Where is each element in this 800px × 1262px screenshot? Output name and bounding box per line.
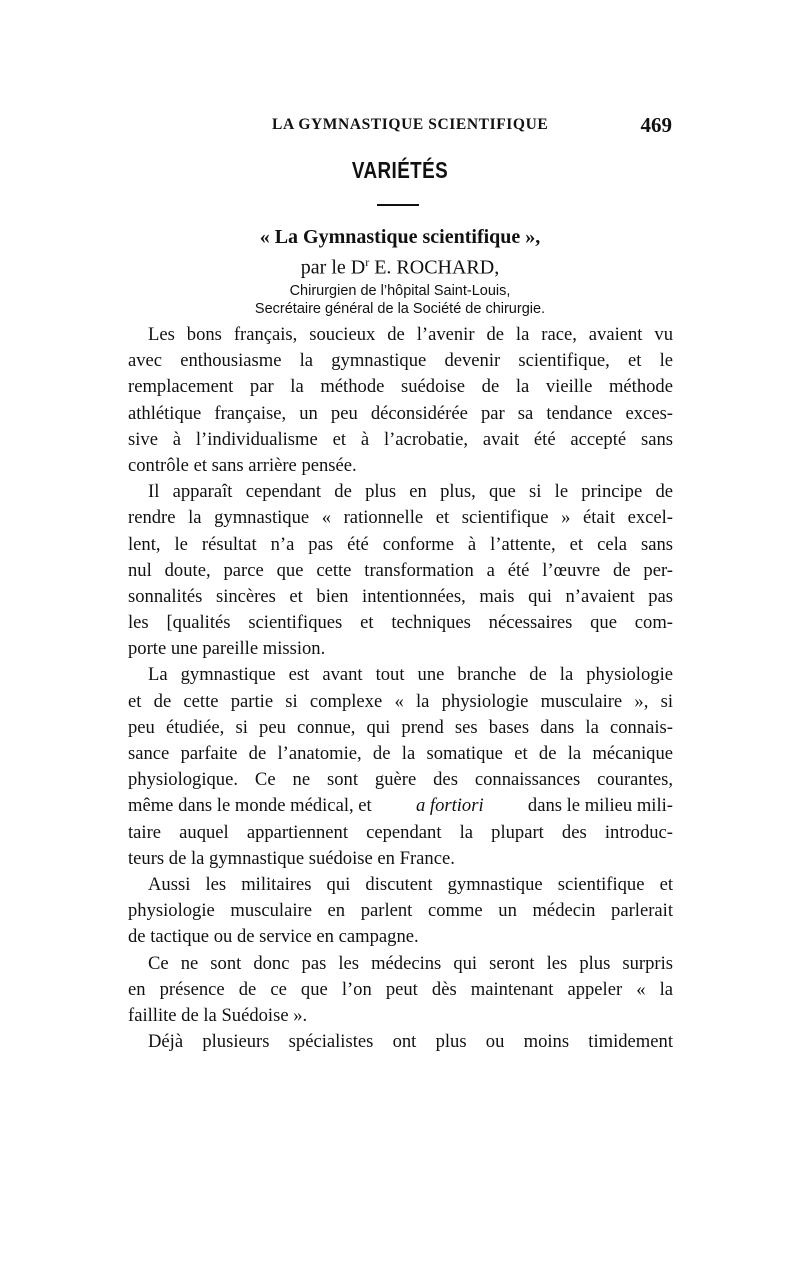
body-line: Déjà plusieurs spécialistes ont plus ou moins timidement <box>148 1031 673 1053</box>
author-name: E. ROCHARD, <box>369 256 500 279</box>
body-line <box>128 793 673 819</box>
body-line: contrôle et sans arrière pensée. <box>128 454 357 476</box>
body-line: lent, le résultat n’a pas été conforme à l’attente, et cela sans <box>128 533 673 555</box>
byline-sup: r <box>365 255 370 269</box>
page-number: 469 <box>640 113 672 137</box>
body-line-part: dans le milieu mili- <box>527 795 673 817</box>
body-line: physiologie musculaire en parlent comme un médecin parlerait <box>128 900 673 922</box>
body-line: les [qualités scientifiques et techniques nécessaires que com- <box>128 612 673 634</box>
body-line-italic: a fortiori <box>415 795 484 817</box>
body-line: faillite de la Suédoise ». <box>128 1004 308 1026</box>
body-line: sonnalités sincères et bien intentionnées, mais qui n’avaient pas <box>128 585 673 607</box>
body-line: teurs de la gymnastique suédoise en France. <box>128 847 455 869</box>
article-body <box>128 322 673 1055</box>
byline <box>0 255 800 280</box>
body-line: rendre la gymnastique « rationnelle et scientifique » était excel- <box>128 507 673 529</box>
body-line: remplacement par la méthode suédoise de la vieille méthode <box>128 376 673 398</box>
author-affiliation-1: Chirurgien de l’hôpital Saint-Louis, <box>289 283 511 299</box>
body-line: Aussi les militaires qui discutent gymnastique scientifique et <box>148 873 673 895</box>
body-line: peu étudiée, si peu connue, qui prend ses bases dans la connais- <box>128 716 673 738</box>
byline-prefix: par le D <box>300 256 366 279</box>
body-line: et de cette partie si complexe « la physiologie musculaire », si <box>128 690 673 712</box>
body-line: physiologique. Ce ne sont guère des connaissances courantes, <box>128 769 673 791</box>
body-line: Ce ne sont donc pas les médecins qui seront les plus surpris <box>148 952 673 974</box>
body-line: avec enthousiasme la gymnastique devenir scientifique, et le <box>128 350 673 372</box>
author-affiliation-2: Secrétaire général de la Société de chirurgie. <box>254 301 546 317</box>
article-title: « La Gymnastique scientifique », <box>259 226 541 248</box>
body-line: sance parfaite de l’anatomie, de la somatique et de la mécanique <box>128 743 673 764</box>
section-title: VARIÉTÉS <box>351 157 449 183</box>
body-line: en présence de ce que l’on peut dès maintenant appeler « la <box>128 978 673 1000</box>
body-line: porte une pareille mission. <box>128 638 326 660</box>
body-line: taire auquel appartiennent cependant la plupart des introduc- <box>128 821 673 843</box>
body-line: sive à l’individualisme et à l’acrobatie, avait été accepté sans <box>128 428 673 450</box>
body-line: de tactique ou de service en campagne. <box>128 926 419 948</box>
body-line: Il apparaît cependant de plus en plus, que si le principe de <box>148 481 673 503</box>
body-line-part: même dans le monde médical, et <box>128 795 372 817</box>
body-line: athlétique française, un peu déconsidérée par sa tendance exces- <box>128 402 673 424</box>
body-line: La gymnastique est avant tout une branche de la physiologie <box>148 664 673 686</box>
body-line: Les bons français, soucieux de l’avenir de la race, avaient vu <box>148 324 673 345</box>
body-line: nul doute, parce que cette transformation a été l’œuvre de per- <box>128 559 673 581</box>
running-title: LA GYMNASTIQUE SCIENTIFIQUE <box>272 116 549 133</box>
title-rule <box>377 204 419 206</box>
running-head <box>130 113 672 140</box>
